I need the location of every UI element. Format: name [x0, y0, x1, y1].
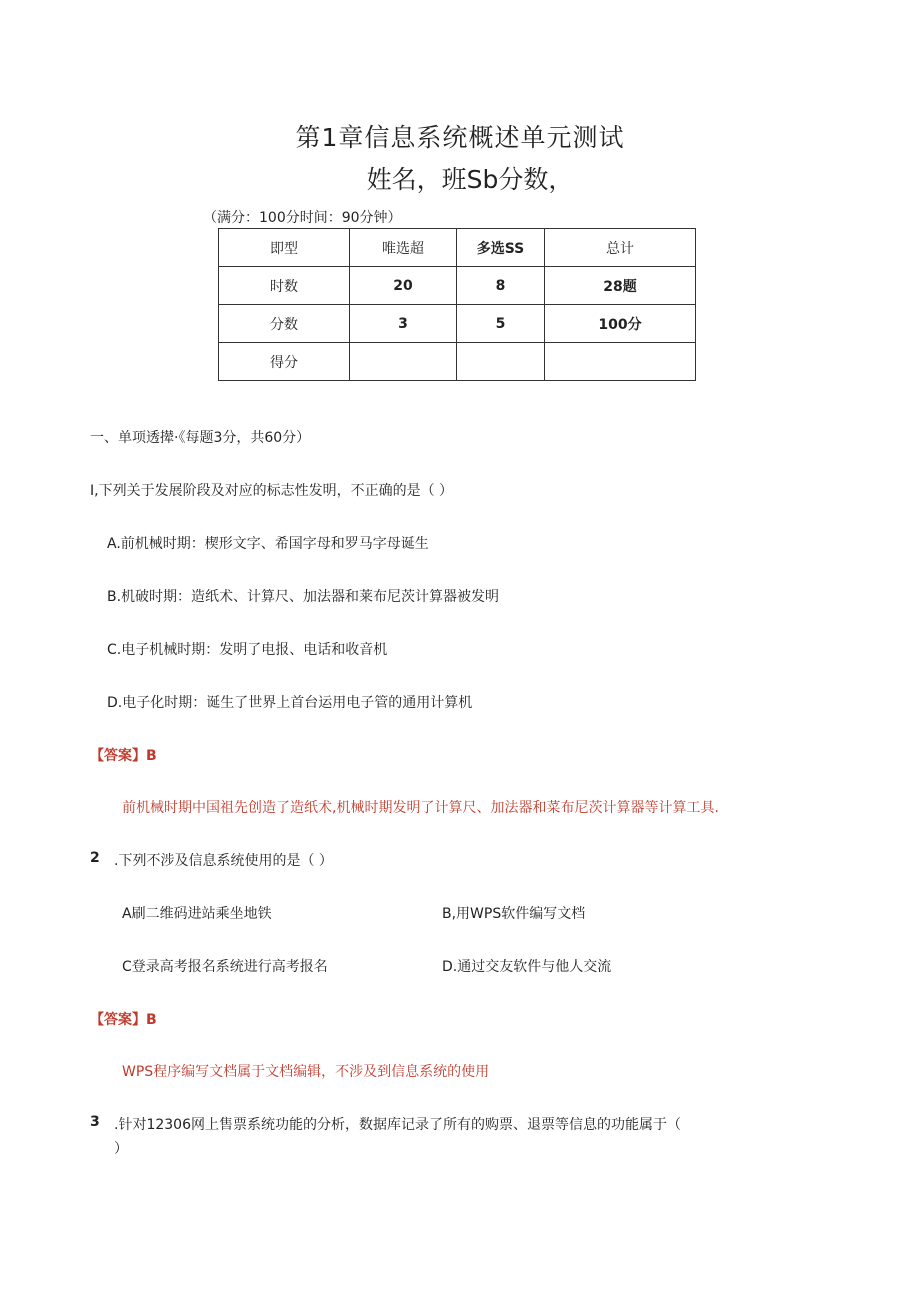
table-cell: 总计	[545, 229, 696, 267]
question-2-text: .下列不涉及信息系统使用的是（ ）	[114, 853, 333, 869]
question-3-text: .针对12306网上售票系统功能的分析，数据库记录了所有的购票、退票等信息的功能属于（	[114, 1117, 681, 1133]
question-2-option-a: A刷二维码进站乘坐地铁	[122, 906, 272, 922]
question-2-explanation: WPS程序编写文档属于文档编辑，不涉及到信息系统的使用	[122, 1064, 490, 1080]
table-cell: 20	[350, 267, 457, 305]
table-cell: 唯选超	[350, 229, 457, 267]
section-heading: 一、单项透撵·《每题3分，共60分）	[90, 430, 311, 446]
question-2-option-d: D.通过交友软件与他人交流	[442, 959, 612, 975]
page-title: 第1章信息系统概述单元测试	[295, 123, 625, 152]
question-2-answer: 【答案】B	[90, 1012, 157, 1028]
table-row	[219, 343, 696, 381]
table-cell[interactable]	[457, 343, 545, 381]
table-row	[219, 267, 696, 305]
question-2-number: 2	[90, 850, 100, 866]
student-info-line: 姓名，班Sb分数，	[366, 165, 574, 194]
question-1-explanation: 前机械时期中国祖先创造了造纸术,机械时期发明了计算尺、加法器和菜布尼茨计算器等计算工具.	[122, 800, 719, 816]
table-cell: 8	[457, 267, 545, 305]
table-cell: 100分	[545, 305, 696, 343]
question-1-text: I,下列关于发展阶段及对应的标志性发明，不正确的是（ ）	[90, 483, 454, 499]
question-1-option-c: C.电子机械时期：发明了电报、电话和收音机	[107, 642, 388, 658]
question-2-option-b: B,用WPS软件编写文档	[442, 906, 586, 922]
table-cell[interactable]	[545, 343, 696, 381]
question-3-text-continued: ）	[114, 1141, 128, 1157]
question-1-option-d: D.电子化时期：诞生了世界上首台运用电子管的通用计算机	[107, 695, 473, 711]
question-1-option-a: A.前机械时期：楔形文字、希国字母和罗马字母诞生	[107, 536, 429, 552]
table-cell: 28题	[545, 267, 696, 305]
question-1-option-b: B.机破时期：造纸术、计算尺、加法器和莱布尼茨计算器被发明	[107, 589, 500, 605]
question-3-number: 3	[90, 1114, 100, 1130]
question-1-answer: 【答案】B	[90, 748, 157, 764]
table-row	[219, 305, 696, 343]
table-cell: 得分	[219, 343, 350, 381]
table-row	[219, 229, 696, 267]
exam-meta: （满分：100分时间：90分钟）	[203, 210, 402, 226]
table-cell: 5	[457, 305, 545, 343]
table-cell: 分数	[219, 305, 350, 343]
table-cell: 多选SS	[457, 229, 545, 267]
question-2-option-c: C登录高考报名系统进行高考报名	[122, 959, 328, 975]
table-cell: 3	[350, 305, 457, 343]
score-table	[218, 228, 696, 381]
table-cell: 即型	[219, 229, 350, 267]
table-cell: 时数	[219, 267, 350, 305]
table-cell[interactable]	[350, 343, 457, 381]
